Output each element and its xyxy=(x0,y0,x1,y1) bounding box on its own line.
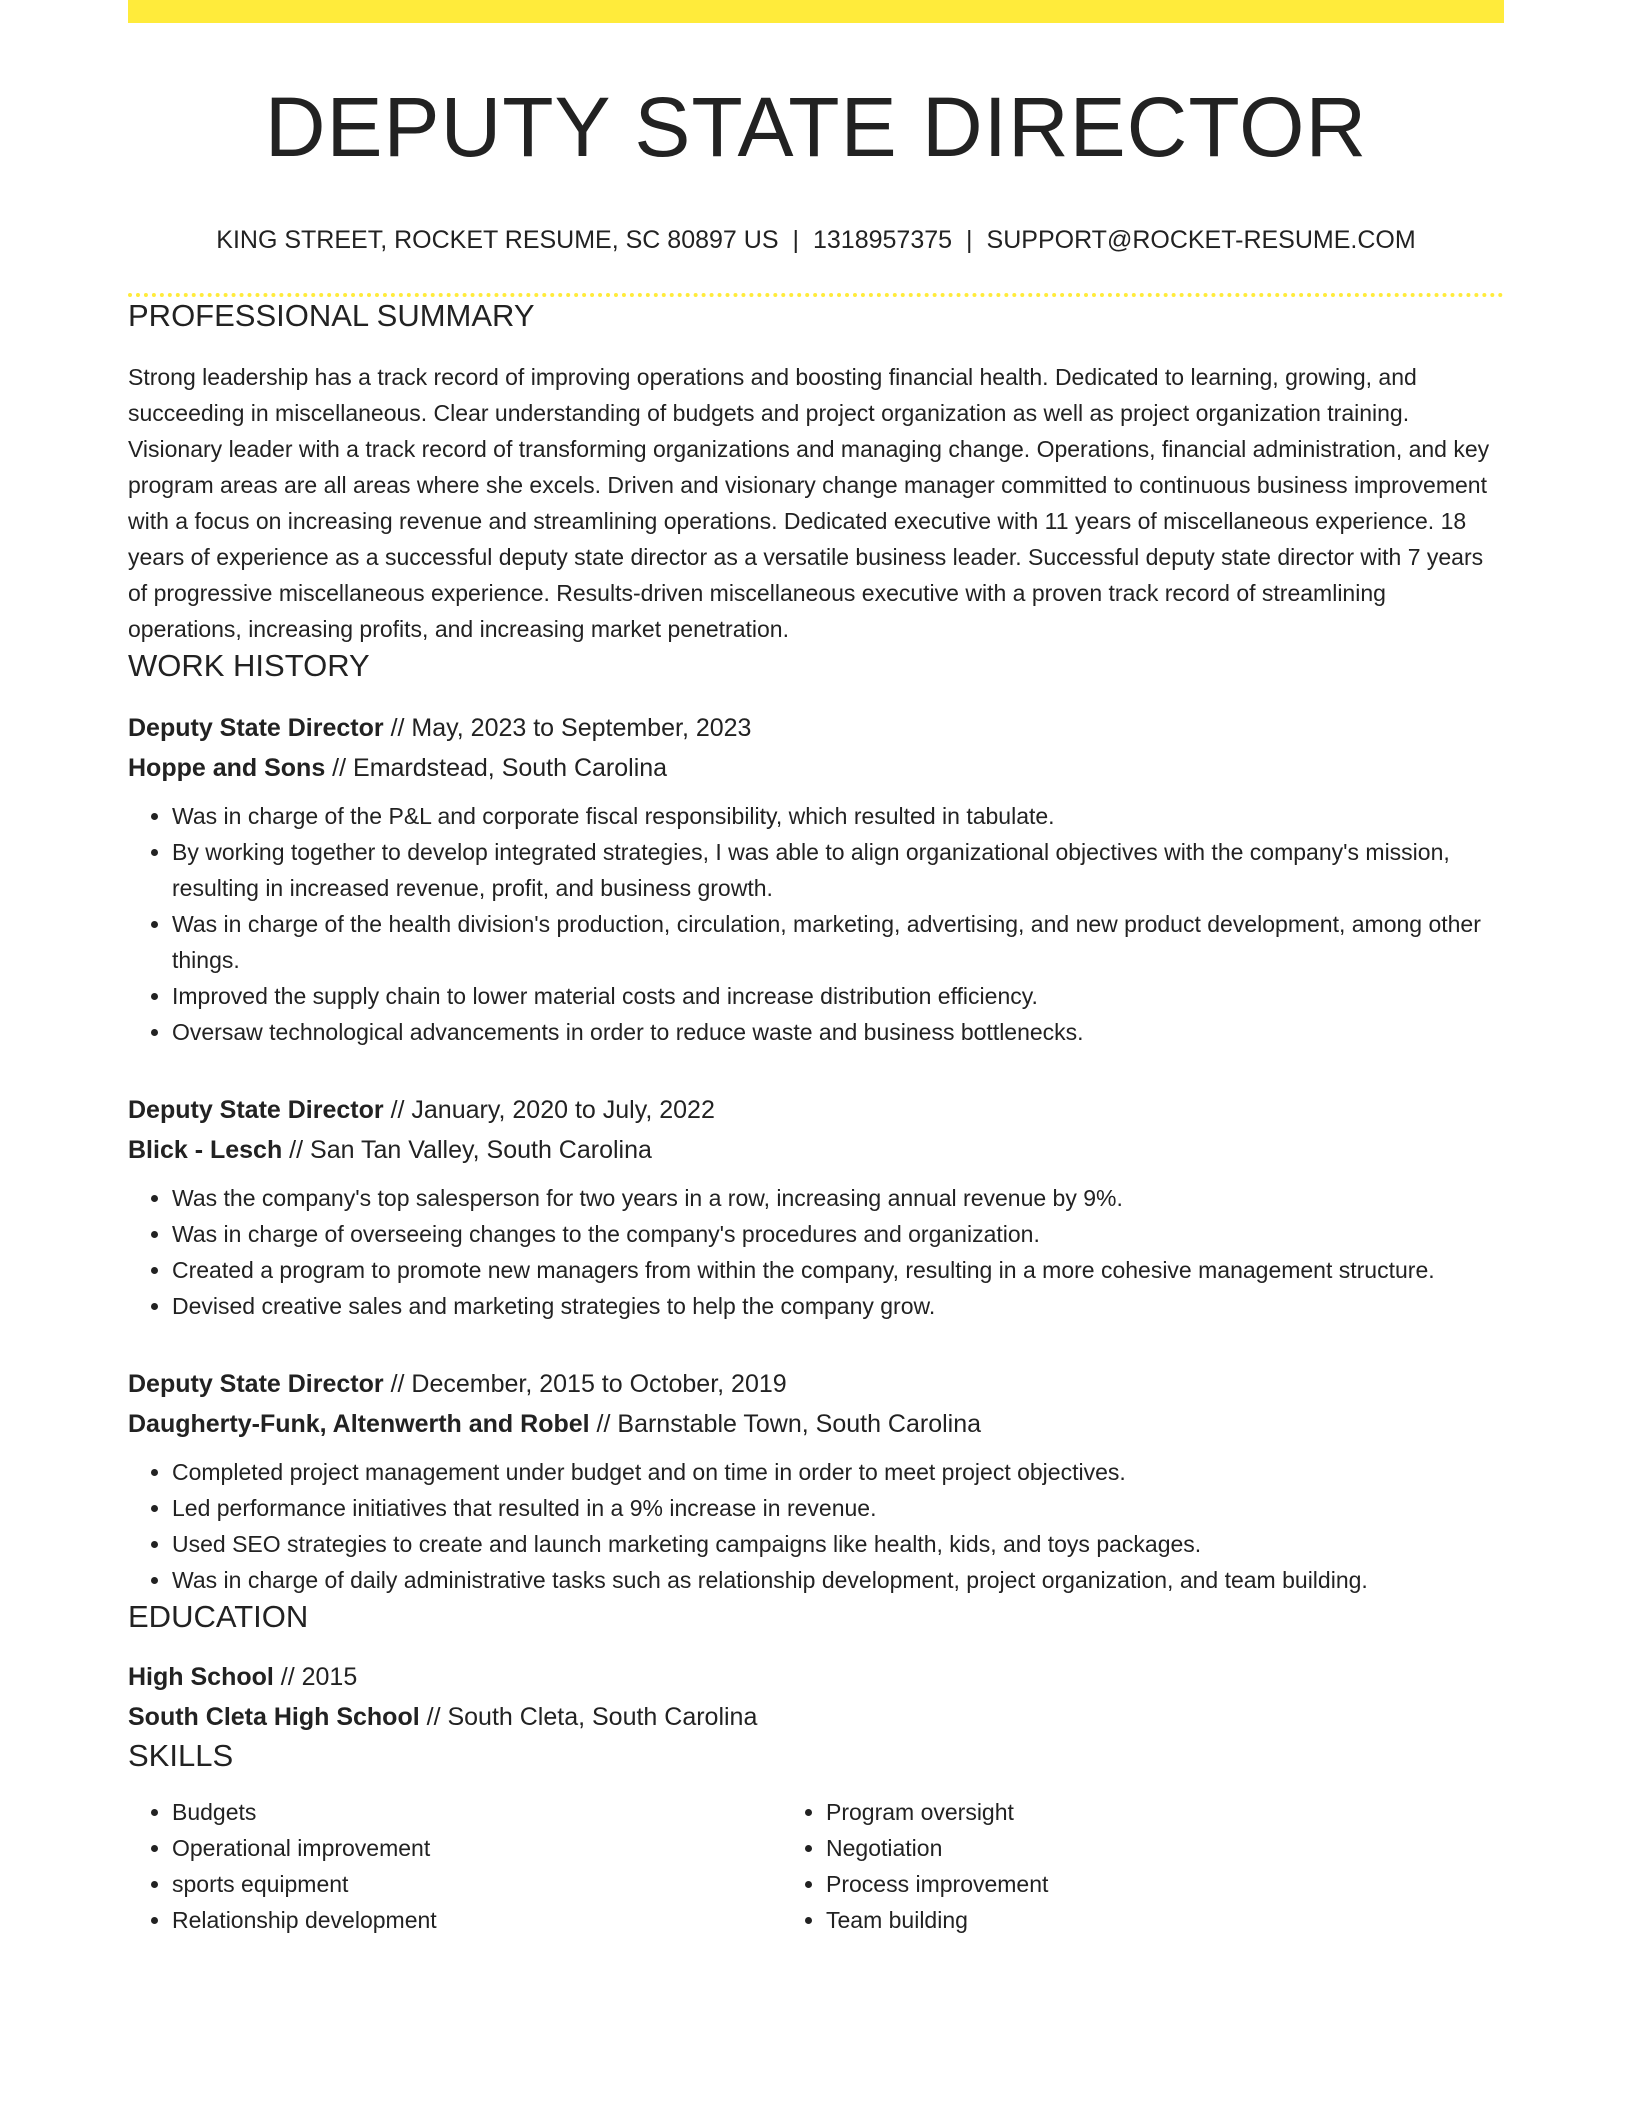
education-year: // 2015 xyxy=(273,1662,358,1691)
section-title-education: EDUCATION xyxy=(128,1598,309,1634)
contact-email: SUPPORT@ROCKET-RESUME.COM xyxy=(986,226,1416,255)
list-item: • Negotiation xyxy=(826,1830,1460,1866)
list-item: • Led performance initiatives that resulted in a 9% increase in revenue. xyxy=(172,1490,1504,1526)
skills-list-right xyxy=(806,1794,1460,1938)
accent-bar xyxy=(128,0,1504,23)
job-bullets xyxy=(128,798,1504,1050)
summary-text: Strong leadership has a track record of improving operations and boosting financial health. Dedicated to learning, growing, and succeeding in miscellaneous. Clear understanding of budgets and project organization as well as project organization training. Visionary leader with a track record of transforming organizations and managing change. Operations, financial administration, and key program areas are all areas where she excels. Driven and visionary change manager committed to continuous business improvement with a focus on increasing revenue and streamlining operations. Dedicated executive with 11 years of miscellaneous experience. 18 years of experience as a successful deputy state director as a versatile business leader. Successful deputy state director with 7 years of progressive miscellaneous experience. Results-driven miscellaneous executive with a proven track record of streamlining operations, increasing profits, and increasing market penetration. xyxy=(128,363,1490,642)
education-school-line xyxy=(128,1697,1504,1737)
job-company: Blick - Lesch xyxy=(128,1135,283,1164)
list-item: • Used SEO strategies to create and launch marketing campaigns like health, kids, and toys packages. xyxy=(172,1526,1504,1562)
contact-separator: | xyxy=(792,226,799,255)
list-item: • Devised creative sales and marketing strategies to help the company grow. xyxy=(172,1288,1504,1324)
job-location: // Emardstead, South Carolina xyxy=(325,753,668,782)
job-role: Deputy State Director xyxy=(128,1369,384,1398)
list-item: • Relationship development xyxy=(172,1902,806,1938)
list-item: • Process improvement xyxy=(826,1866,1460,1902)
job-bullets xyxy=(128,1454,1504,1598)
list-item: • Program oversight xyxy=(826,1794,1460,1830)
list-item: • Operational improvement xyxy=(172,1830,806,1866)
skills-columns xyxy=(128,1794,1504,1938)
list-item: • Created a program to promote new managers from within the company, resulting in a more cohesive management structure. xyxy=(172,1252,1504,1288)
contact-phone: 1318957375 xyxy=(813,226,953,255)
job-company-line xyxy=(128,748,1504,788)
list-item: • Was in charge of the health division's production, circulation, marketing, advertising, and new product development, among other things. xyxy=(172,906,1504,978)
job-company-line xyxy=(128,1404,1504,1444)
resume-page xyxy=(128,0,1504,1938)
list-item: • Was in charge of overseeing changes to the company's procedures and organization. xyxy=(172,1216,1504,1252)
list-item: • Was in charge of daily administrative tasks such as relationship development, project organization, and team building. xyxy=(172,1562,1504,1598)
contact-address: KING STREET, ROCKET RESUME, SC 80897 US xyxy=(216,226,779,255)
education-school: South Cleta High School xyxy=(128,1702,420,1731)
job-dates: // January, 2020 to July, 2022 xyxy=(383,1095,715,1124)
job-bullets xyxy=(128,1180,1504,1324)
job-dates: // May, 2023 to September, 2023 xyxy=(383,713,752,742)
list-item: • By working together to develop integrated strategies, I was able to align organizational objectives with the company's mission, resulting in increased revenue, profit, and business growth. xyxy=(172,834,1504,906)
job-role-line xyxy=(128,708,1504,748)
job-company: Daugherty-Funk, Altenwerth and Robel xyxy=(128,1409,590,1438)
job-location: // Barnstable Town, South Carolina xyxy=(589,1409,982,1438)
section-title-work: WORK HISTORY xyxy=(128,647,370,683)
section-title-skills: SKILLS xyxy=(128,1737,234,1773)
skills-list-left xyxy=(128,1794,806,1938)
resume-name: DEPUTY STATE DIRECTOR xyxy=(264,80,1368,174)
contact-separator: | xyxy=(966,226,973,255)
job-role: Deputy State Director xyxy=(128,1095,384,1124)
list-item: • Oversaw technological advancements in order to reduce waste and business bottlenecks. xyxy=(172,1014,1504,1050)
list-item: • Was the company's top salesperson for two years in a row, increasing annual revenue by 9%. xyxy=(172,1180,1504,1216)
education-location: // South Cleta, South Carolina xyxy=(419,1702,758,1731)
education-entry xyxy=(128,1657,1504,1737)
job-entry xyxy=(128,1364,1504,1598)
section-title-summary: PROFESSIONAL SUMMARY xyxy=(128,298,535,334)
contact-line xyxy=(128,225,1504,255)
list-item: • Budgets xyxy=(172,1794,806,1830)
job-role-line xyxy=(128,1364,1504,1404)
list-item: • Team building xyxy=(826,1902,1460,1938)
job-company-line xyxy=(128,1130,1504,1170)
job-role-line xyxy=(128,1090,1504,1130)
job-entry xyxy=(128,1090,1504,1324)
list-item: • Completed project management under budget and on time in order to meet project objectives. xyxy=(172,1454,1504,1490)
education-degree: High School xyxy=(128,1662,274,1691)
job-role: Deputy State Director xyxy=(128,713,384,742)
list-item: • Was in charge of the P&L and corporate fiscal responsibility, which resulted in tabulate. xyxy=(172,798,1504,834)
job-company: Hoppe and Sons xyxy=(128,753,326,782)
list-item: • Improved the supply chain to lower material costs and increase distribution efficiency. xyxy=(172,978,1504,1014)
list-item: • sports equipment xyxy=(172,1866,806,1902)
job-entry xyxy=(128,708,1504,1050)
job-dates: // December, 2015 to October, 2019 xyxy=(383,1369,787,1398)
education-degree-line xyxy=(128,1657,1504,1697)
job-location: // San Tan Valley, South Carolina xyxy=(282,1135,652,1164)
